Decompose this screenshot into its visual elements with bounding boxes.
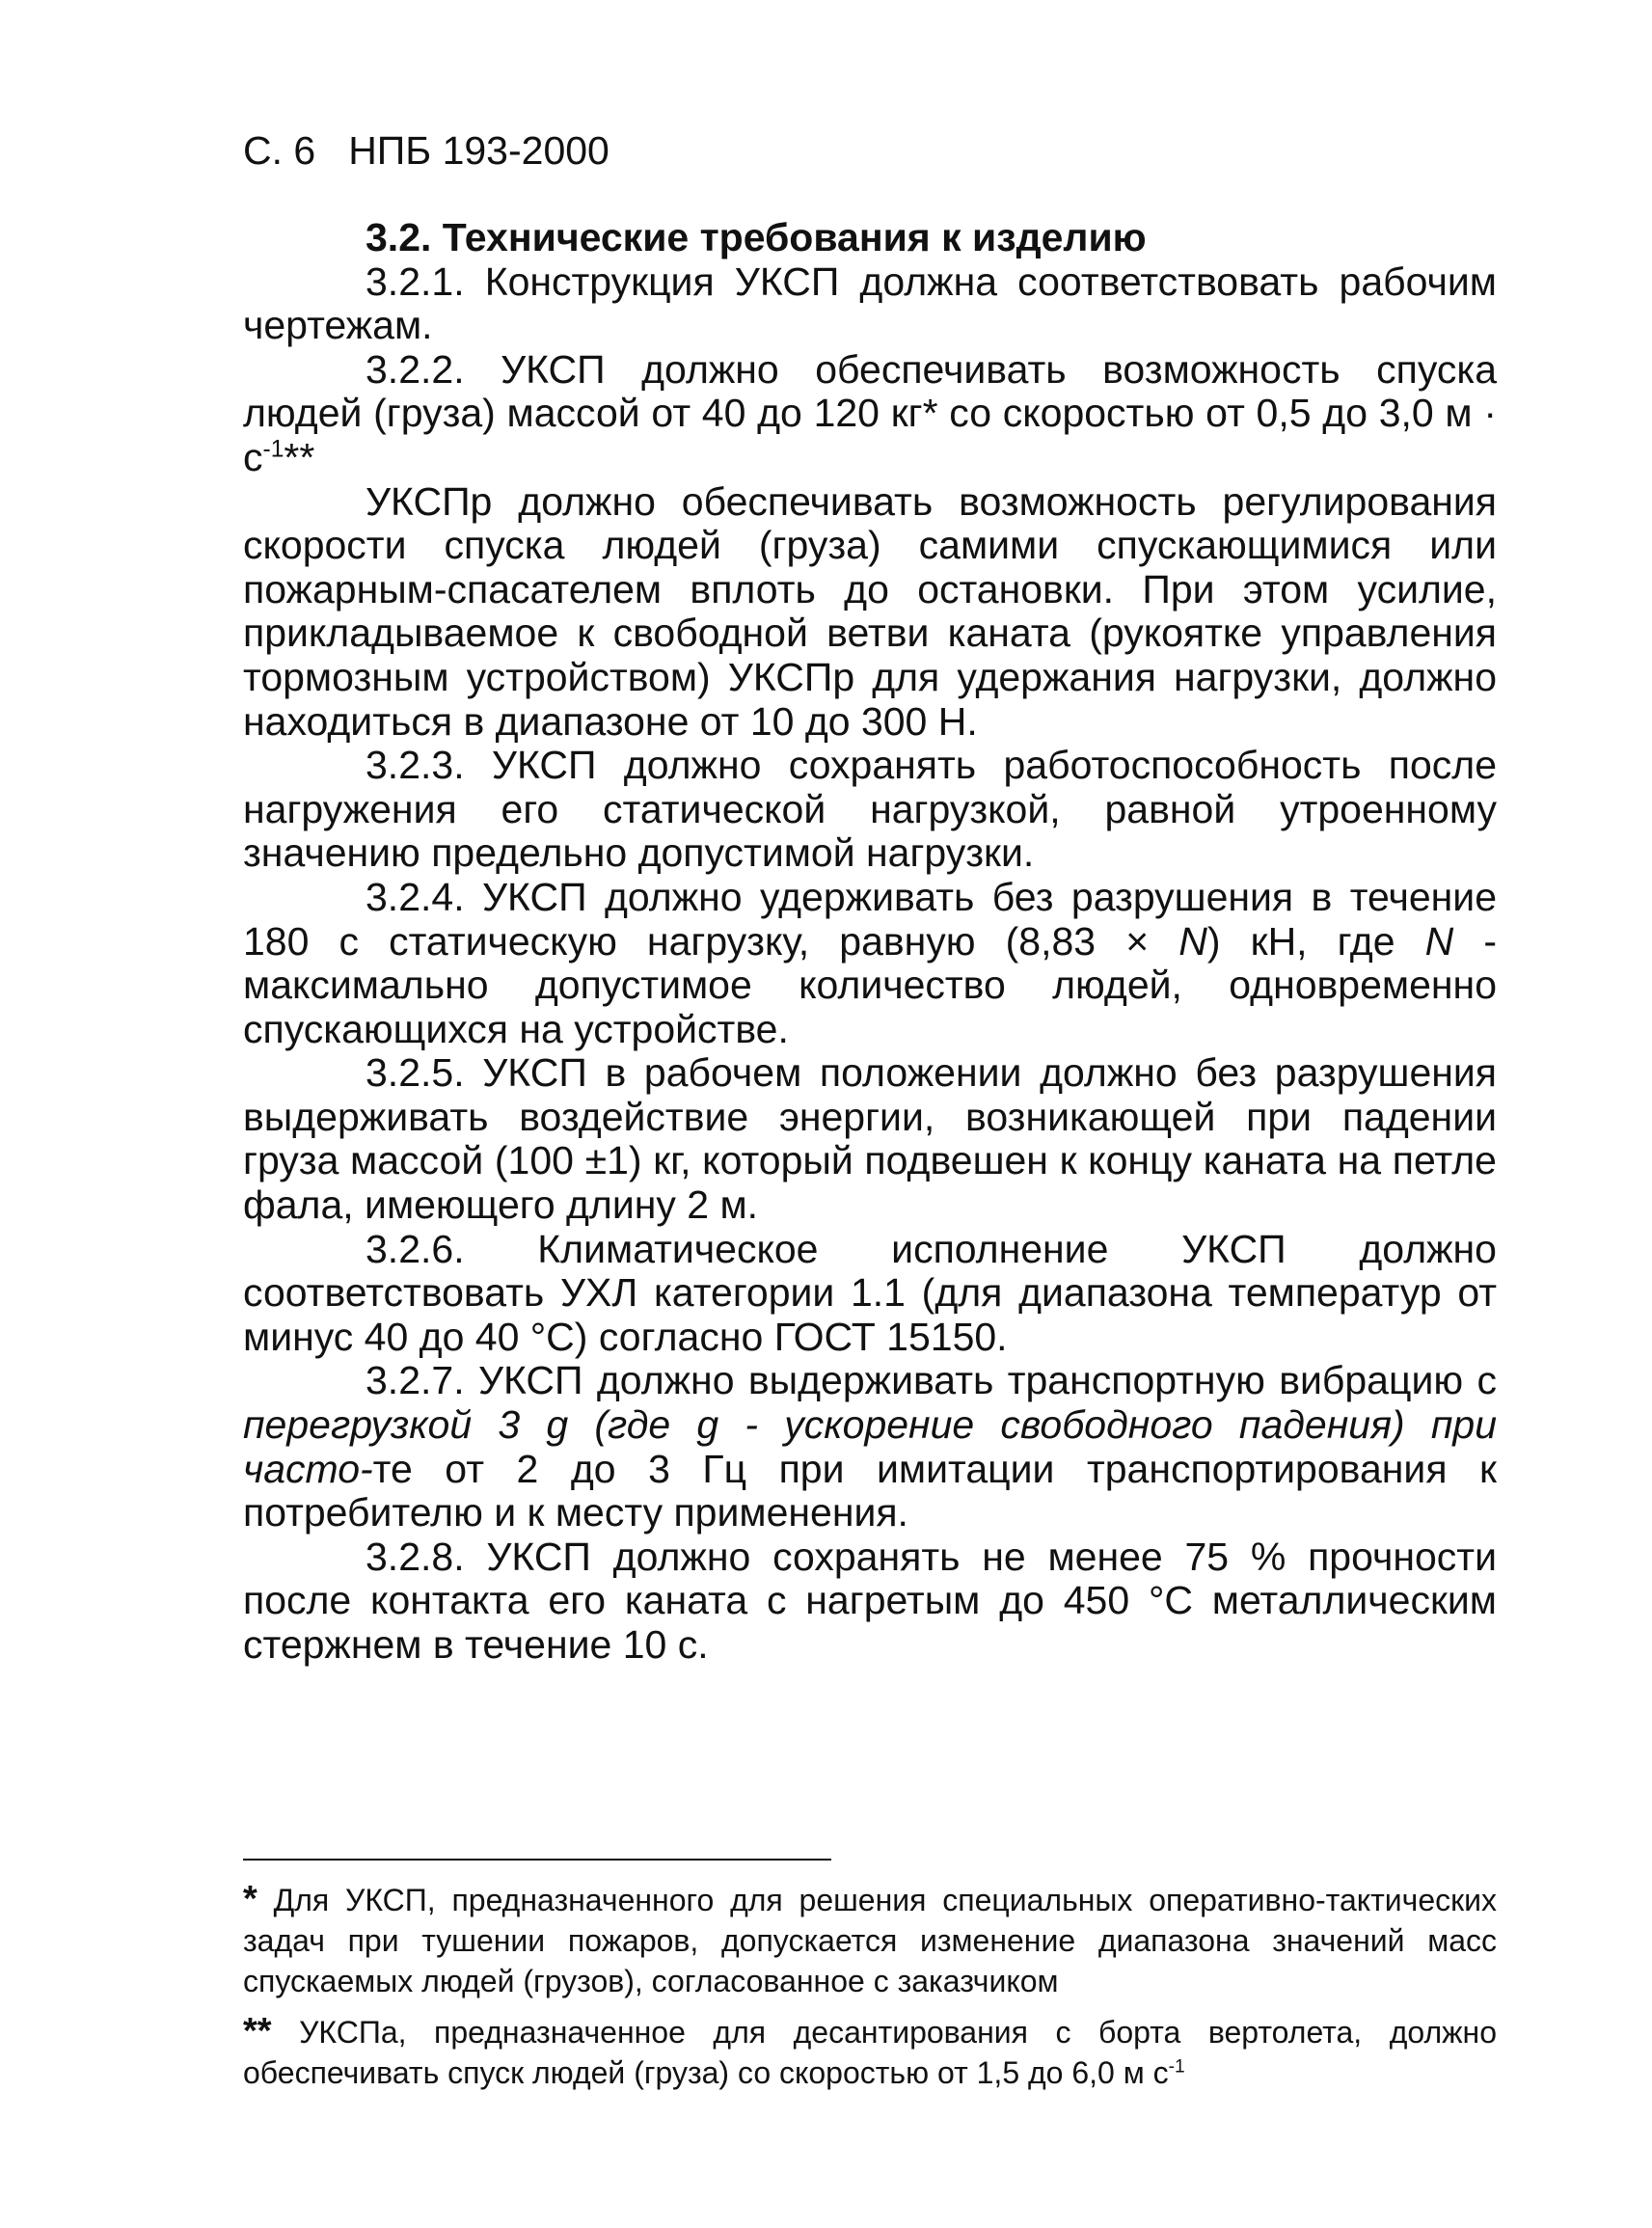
document-body [243,216,1497,1668]
footnote-2 [243,2011,1497,2093]
paragraph-3-2-4-text-a: 3.2.4. УКСП должно удерживать без разрушения в течение 180 с статическую нагрузку, равную (8,83 × [243,874,1497,964]
document-code: НПБ 193-2000 [348,128,609,173]
footnote-divider [243,1859,831,1861]
footnote-2-exponent: -1 [1168,2056,1185,2078]
paragraph-3-2-8: 3.2.8. УКСП должно сохранять не менее 75 % прочности после контакта его каната с нагретым до 450 °С металлическим стержнем в течение 10 с. [243,1534,1497,1667]
footnote-1-text: Для УКСП, предназначенного для решения специальных оперативно-тактических задач при тушении пожаров, допускается изменение диапазона значений масс спускаемых людей (грузов), согласованное с заказчиком [243,1883,1497,1998]
paragraph-3-2-2-text: 3.2.2. УКСП должно обеспечивать возможность спуска людей (груза) массой от 40 до 120 кг* со скоростью от 0,5 до 3,0 м · с [243,346,1497,479]
paragraph-3-2-6: 3.2.6. Климатическое исполнение УКСП должно соответствовать УХЛ категории 1.1 (для диапазона температур от минус 40 до 40 °С) согласно ГОСТ 15150. [243,1226,1497,1359]
footnote-2-text: УКСПа, предназначенное для десантирования с борта вертолета, должно обеспечивать спуск людей (груза) со скоростью от 1,5 до 6,0 м с [243,2015,1497,2090]
paragraph-3-2-1: 3.2.1. Конструкция УКСП должна соответствовать рабочим чертежам. [243,258,1497,348]
section-title: 3.2. Технические требования к изделию [366,215,1147,259]
paragraph-3-2-5: 3.2.5. УКСП в рабочем положении должно без разрушения выдерживать воздействие энергии, возникающей при падении груза массой (100 ±1) кг, который подвешен к концу каната на петле фала, имеющего длину 2 м. [243,1050,1497,1228]
variable-n: N [1424,918,1454,964]
paragraph-3-2-3: 3.2.3. УКСП должно сохранять работоспособность после нагружения его статической нагрузкой, равной утроенному значению предельно допустимой нагрузки. [243,743,1497,876]
page-number: С. 6 [243,128,316,173]
paragraph-3-2-4-text-b: ) кН, где [1206,918,1425,964]
unit-exponent: -1 [262,436,284,463]
page-header [243,125,609,176]
footnote-ref-2: ** [284,434,315,479]
variable-n: N [1178,918,1207,964]
footnote-1 [243,1879,1497,2001]
footnote-2-mark: ** [243,2011,272,2051]
paragraph-3-2-7-text-b: те от 2 до 3 Гц при имитации транспортирования к потребителю и к месту применения. [243,1446,1497,1535]
paragraph-3-2-4-text-c: - максимально допустимое количество людей, одновременно спускающихся на устройстве. [243,918,1497,1051]
paragraph-3-2-4 [243,876,1497,1051]
paragraph-ukspr: УКСПр должно обеспечивать возможность регулирования скорости спуска людей (груза) самими спускающимися или пожарным-спасателем вплоть до остановки. При этом усилие, прикладываемое к свободной ветви каната (рукоятке управления тормозным устройством) УКСПр для удержания нагрузки, должно находиться в диапазоне от 10 до 300 Н. [243,478,1497,744]
paragraph-3-2-7-italic: перегрузкой 3 g (где g - ускорение свободного падения) при часто- [243,1402,1497,1491]
paragraph-3-2-2 [243,348,1497,480]
paragraph-3-2-7-text-a: 3.2.7. УКСП должно выдерживать транспортную вибрацию с [366,1358,1497,1403]
paragraph-3-2-7 [243,1359,1497,1535]
footnotes [243,1879,1497,2103]
footnote-1-mark: * [243,1879,257,1919]
